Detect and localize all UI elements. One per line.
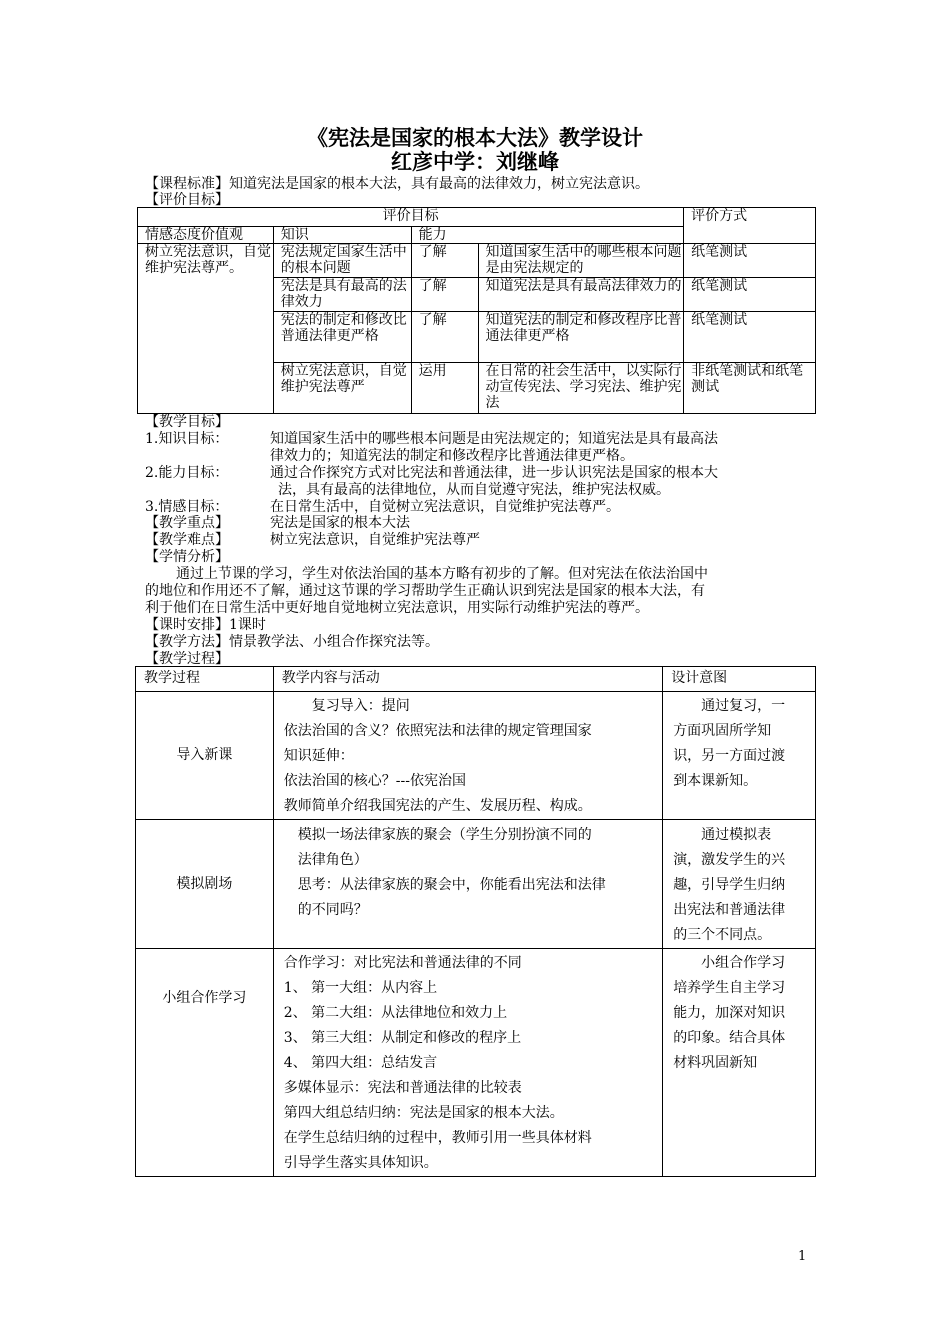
difficulty-text: 树立宪法意识，自觉维护宪法尊严	[270, 532, 480, 548]
stage-cell: 导入新课	[136, 692, 274, 820]
schedule	[145, 617, 266, 634]
table-row	[136, 692, 816, 820]
ability-goal-line1: 通过合作探究方式对比宪法和普通法律，进一步认识宪法是国家的根本大	[270, 465, 718, 481]
stage-cell: 小组合作学习	[136, 949, 274, 1177]
intent-line: 到本课新知。	[673, 773, 758, 789]
emotion-goal-label: 3.情感目标：	[145, 499, 229, 515]
intent-line: 能力，加深对知识	[673, 1005, 786, 1021]
knowledge-goal-line1: 知道国家生活中的哪些根本问题是由宪法规定的；知道宪法是具有最高法	[270, 431, 718, 447]
content-line: 2、 第二大组：从法律地位和效力上	[283, 1005, 508, 1021]
level-cell: 了解	[411, 312, 478, 363]
method-cell: 纸笔测试	[684, 278, 816, 312]
content-line: 多媒体显示：宪法和普通法律的比较表	[283, 1080, 522, 1096]
emotion-goal-text: 在日常生活中，自觉树立宪法意识，自觉维护宪法尊严。	[270, 499, 620, 515]
header-eval-method: 评价方式	[684, 208, 816, 244]
analysis-line3: 利于他们在日常生活中更好地自觉地树立宪法意识，用实际行动维护宪法的尊严。	[145, 600, 649, 616]
knowledge-goal-line2: 律效力的；知道宪法的制定和修改程序比普通法律更严格。	[270, 448, 634, 464]
process-label: 【教学过程】	[145, 651, 229, 667]
knowledge-goal-label: 1.知识目标：	[145, 431, 229, 447]
intent-line: 通过复习，一	[673, 698, 786, 714]
page-number: 1	[798, 1249, 807, 1264]
intent-cell	[663, 692, 816, 820]
schedule-text: 1课时	[229, 617, 266, 633]
content-cell	[273, 820, 662, 949]
content-line: 3、 第三大组：从制定和修改的程序上	[283, 1030, 522, 1046]
attitude-cell: 树立宪法意识，自觉维护宪法尊严。	[138, 244, 274, 414]
content-line: 4、 第四大组：总结发言	[283, 1055, 438, 1071]
header-knowledge: 知识	[273, 227, 411, 244]
table-row	[138, 244, 816, 278]
content-line: 法律角色）	[283, 852, 368, 868]
content-line: 依法治国的核心？---依宪治国	[283, 773, 466, 789]
content-line: 合作学习：对比宪法和普通法律的不同	[283, 955, 522, 971]
content-line: 复习导入：提问	[283, 698, 410, 714]
intent-line: 趣，引导学生归纳	[673, 877, 786, 893]
methods-label: 【教学方法】	[145, 634, 229, 650]
intent-line: 的三个不同点。	[673, 927, 772, 943]
intent-line: 小组合作学习	[673, 955, 786, 971]
process-table	[135, 666, 816, 1177]
stage-cell: 模拟剧场	[136, 820, 274, 949]
ability-goal-label: 2.能力目标：	[145, 465, 229, 481]
ability-cell: 知道宪法是具有最高法律效力的	[478, 278, 684, 312]
schedule-label: 【课时安排】	[145, 617, 229, 633]
content-line: 引导学生落实具体知识。	[283, 1155, 438, 1171]
content-line: 1、 第一大组：从内容上	[283, 980, 438, 996]
content-line: 知识延伸：	[283, 748, 354, 764]
ability-cell: 知道国家生活中的哪些根本问题是由宪法规定的	[478, 244, 684, 278]
teaching-goals-label: 【教学目标】	[145, 414, 229, 430]
author-line	[0, 150, 950, 174]
ability-cell: 在日常的社会生活中，以实际行动宣传宪法、学习宪法、维护宪法	[478, 363, 684, 414]
content-line: 的不同吗？	[283, 902, 368, 918]
intent-line: 出宪法和普通法律	[673, 902, 786, 918]
intent-line: 通过模拟表	[673, 827, 772, 843]
knowledge-cell: 宪法规定国家生活中的根本问题	[273, 244, 411, 278]
knowledge-cell: 树立宪法意识，自觉维护宪法尊严	[273, 363, 411, 414]
intent-line: 演，激发学生的兴	[673, 852, 786, 868]
knowledge-cell: 宪法的制定和修改比普通法律更严格	[273, 312, 411, 363]
analysis-line2: 的地位和作用还不了解，通过这节课的学习帮助学生正确认识到宪法是国家的根本大法，有	[145, 583, 705, 599]
methods-text: 情景教学法、小组合作探究法等。	[229, 634, 439, 650]
intent-line: 识，另一方面过渡	[673, 748, 786, 764]
intent-line: 培养学生自主学习	[673, 980, 786, 996]
document-title: 《宪法是国家的根本大法》教学设计	[307, 125, 643, 150]
level-cell: 了解	[411, 244, 478, 278]
header-intent: 设计意图	[663, 667, 816, 692]
method-cell: 非纸笔测试和纸笔测试	[684, 363, 816, 414]
content-line: 模拟一场法律家族的聚会（学生分别扮演不同的	[283, 827, 592, 843]
author-text: 红彦中学：刘继峰	[391, 149, 559, 174]
header-eval-goal: 评价目标	[138, 208, 684, 227]
intent-line: 的印象。结合具体	[673, 1030, 786, 1046]
difficulty-label: 【教学难点】	[145, 532, 229, 548]
evaluation-goal-label: 【评价目标】	[145, 192, 229, 208]
level-cell: 了解	[411, 278, 478, 312]
header-content: 教学内容与活动	[273, 667, 662, 692]
content-cell	[273, 692, 662, 820]
key-point-label: 【教学重点】	[145, 515, 229, 531]
header-stage: 教学过程	[136, 667, 274, 692]
level-cell: 运用	[411, 363, 478, 414]
intent-cell	[663, 820, 816, 949]
content-line: 思考：从法律家族的聚会中，你能看出宪法和法律	[283, 877, 606, 893]
table-row	[136, 949, 816, 1177]
content-line: 教师简单介绍我国宪法的产生、发展历程、构成。	[283, 798, 592, 814]
analysis-label: 【学情分析】	[145, 549, 229, 565]
intent-line: 材料巩固新知	[673, 1055, 758, 1071]
ability-goal-line2: 法，具有最高的法律地位，从而自觉遵守宪法，维护宪法权威。	[278, 482, 670, 498]
curriculum-standard-text: 知道宪法是国家的根本大法，具有最高的法律效力，树立宪法意识。	[229, 176, 649, 192]
method-cell: 纸笔测试	[684, 312, 816, 363]
header-attitude: 情感态度价值观	[138, 227, 274, 244]
key-point-text: 宪法是国家的根本大法	[270, 515, 410, 531]
methods	[145, 634, 439, 651]
analysis-line1: 通过上节课的学习，学生对依法治国的基本方略有初步的了解。但对宪法在依法治国中	[176, 566, 708, 582]
content-line: 在学生总结归纳的过程中，教师引用一些具体材料	[283, 1130, 592, 1146]
header-ability: 能力	[411, 227, 684, 244]
content-line: 依法治国的含义？依照宪法和法律的规定管理国家	[283, 723, 592, 739]
curriculum-standard	[145, 176, 649, 193]
table-row	[136, 820, 816, 949]
intent-line: 方面巩固所学知	[673, 723, 772, 739]
ability-cell: 知道宪法的制定和修改程序比普通法律更严格	[478, 312, 684, 363]
curriculum-standard-label: 【课程标准】	[145, 176, 229, 192]
evaluation-table	[137, 207, 816, 414]
content-line: 第四大组总结归纳：宪法是国家的根本大法。	[283, 1105, 564, 1121]
method-cell: 纸笔测试	[684, 244, 816, 278]
content-cell	[273, 949, 662, 1177]
knowledge-cell: 宪法是具有最高的法律效力	[273, 278, 411, 312]
intent-cell	[663, 949, 816, 1177]
